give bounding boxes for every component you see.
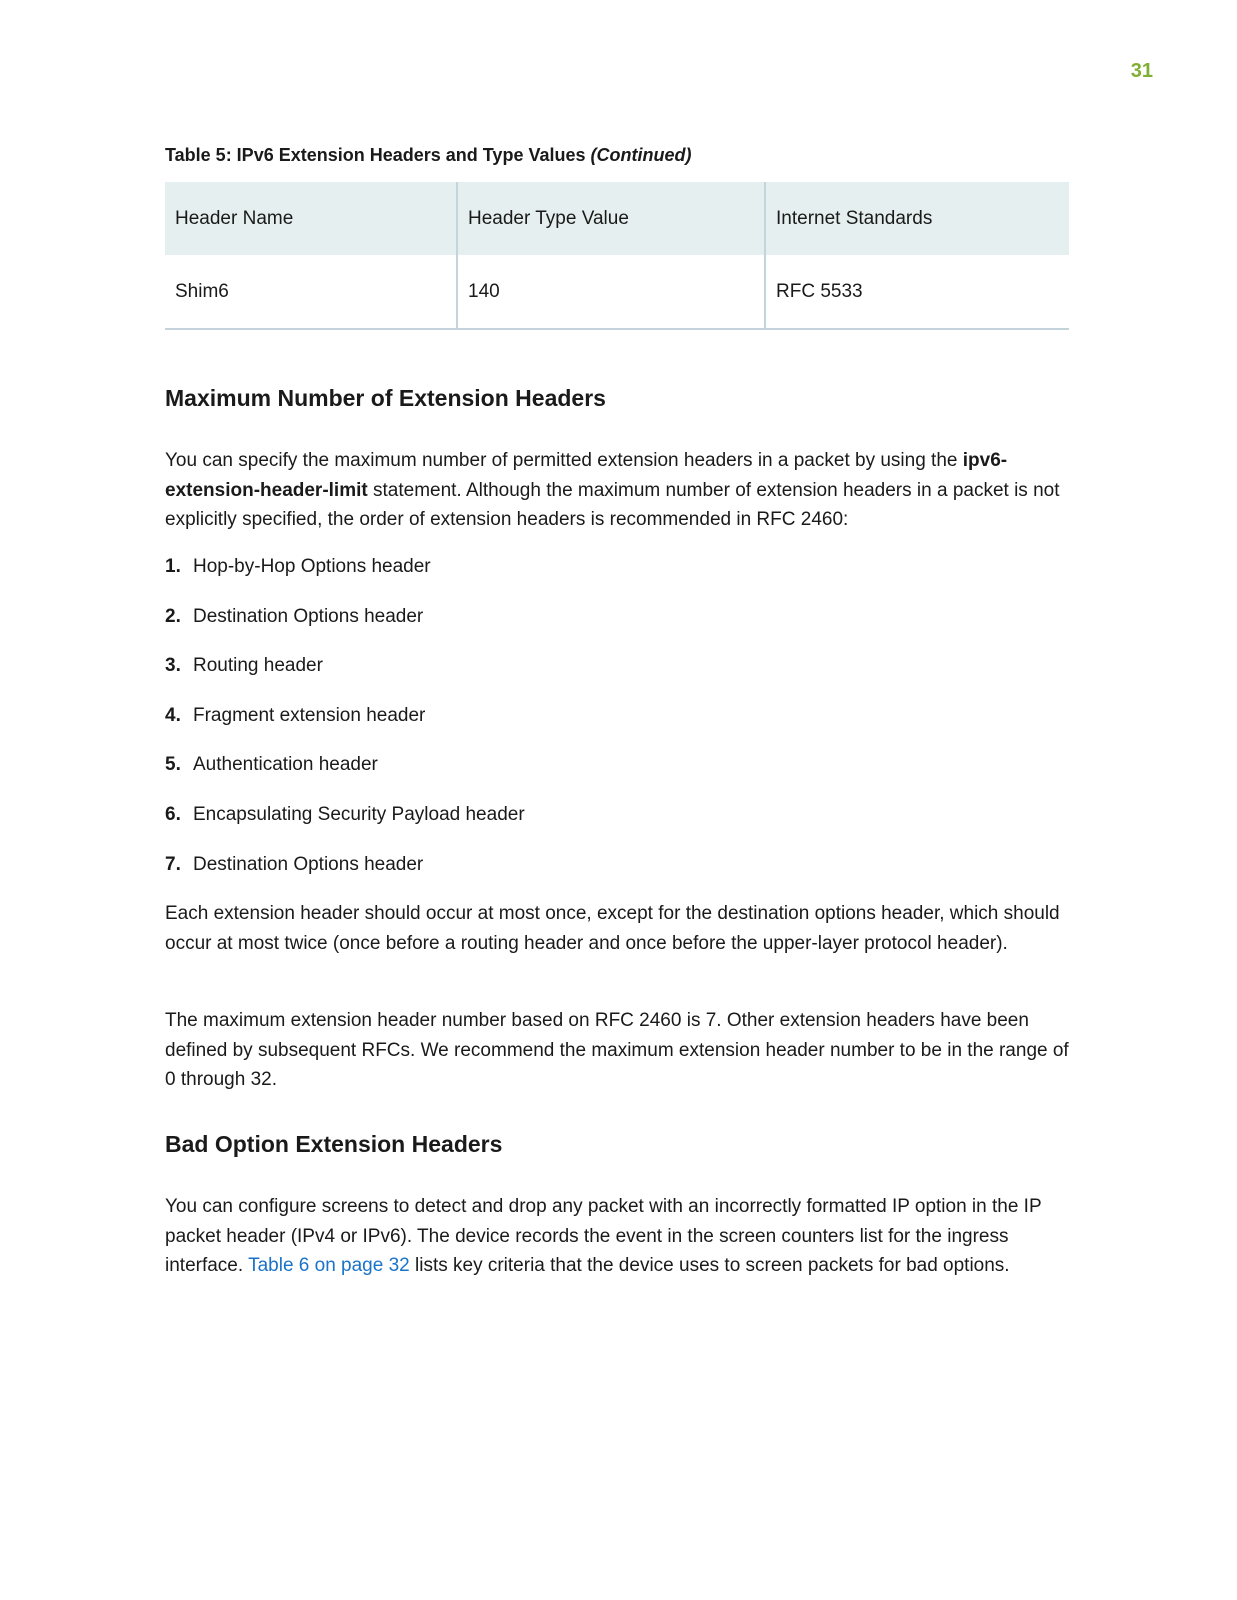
list-number: 2. xyxy=(165,605,181,627)
list-number: 3. xyxy=(165,655,181,677)
list-text: Destination Options header xyxy=(193,605,424,627)
list-item xyxy=(165,552,525,602)
table-row xyxy=(165,255,1069,329)
occurrence-paragraph: Each extension header should occur at most once, except for the destination options header, which should occur at most twice (once before a routing header and once before the upper-layer protocol header). xyxy=(165,903,1060,954)
list-number: 1. xyxy=(165,556,181,577)
list-text: Routing header xyxy=(193,655,323,677)
table-header-row xyxy=(165,182,1069,255)
column-header-standards: Internet Standards xyxy=(765,182,1069,255)
table-caption-continued: (Continued) xyxy=(590,145,692,165)
list-text: Destination Options header xyxy=(193,853,424,875)
list-item xyxy=(165,701,525,751)
bad-option-paragraph xyxy=(165,1192,1069,1281)
list-item xyxy=(165,750,525,800)
table-caption-title: Table 5: IPv6 Extension Headers and Type Values xyxy=(165,145,586,165)
column-header-name: Header Name xyxy=(165,182,457,255)
column-header-type-value: Header Type Value xyxy=(457,182,765,255)
intro-text-prefix: You can specify the maximum number of permitted extension headers in a packet by using the xyxy=(165,450,963,471)
table-6-link[interactable]: Table 6 on page 32 xyxy=(248,1255,410,1276)
list-text: Encapsulating Security Payload header xyxy=(193,803,525,825)
intro-paragraph xyxy=(165,446,1069,535)
bad-option-text-suffix: lists key criteria that the device uses to screen packets for bad options. xyxy=(409,1255,1010,1276)
cell-header-name: Shim6 xyxy=(165,255,457,329)
list-number: 7. xyxy=(165,853,181,875)
list-text: Hop-by-Hop Options header xyxy=(193,556,431,577)
command-name: ipv6-extension-header-limit xyxy=(165,450,1008,501)
max-number-paragraph: The maximum extension header number based on RFC 2460 is 7. Other extension headers have been defined by subsequent RFCs. We recommend the maximum extension header number to be in the range of 0 through 32. xyxy=(165,1010,1069,1090)
cell-internet-standard: RFC 5533 xyxy=(765,255,1069,329)
list-item xyxy=(165,602,525,652)
list-item xyxy=(165,800,525,850)
page-number: 31 xyxy=(1130,60,1153,82)
section-heading-max-extension-headers: Maximum Number of Extension Headers xyxy=(165,385,606,411)
list-text: Authentication header xyxy=(193,754,378,776)
list-item xyxy=(165,651,525,701)
table-caption xyxy=(165,145,691,166)
section-heading-bad-option: Bad Option Extension Headers xyxy=(165,1131,503,1157)
list-item xyxy=(165,850,525,900)
intro-text-suffix: statement. Although the maximum number of extension headers in a packet is not explicitly specified, the order of extension headers is recommended in RFC 2460: xyxy=(165,479,1060,530)
extension-headers-table xyxy=(165,182,1069,330)
cell-header-type-value: 140 xyxy=(457,255,765,329)
list-number: 5. xyxy=(165,754,181,776)
list-number: 6. xyxy=(165,803,181,825)
list-number: 4. xyxy=(165,704,181,726)
extension-header-order-list xyxy=(165,552,525,899)
list-text: Fragment extension header xyxy=(193,704,426,726)
bad-option-text-prefix: You can configure screens to detect and drop any packet with an incorrectly formatted IP option in the IP packet header (IPv4 or IPv6). The device records the event in the screen counters list for the ingress interface. xyxy=(165,1196,1042,1276)
